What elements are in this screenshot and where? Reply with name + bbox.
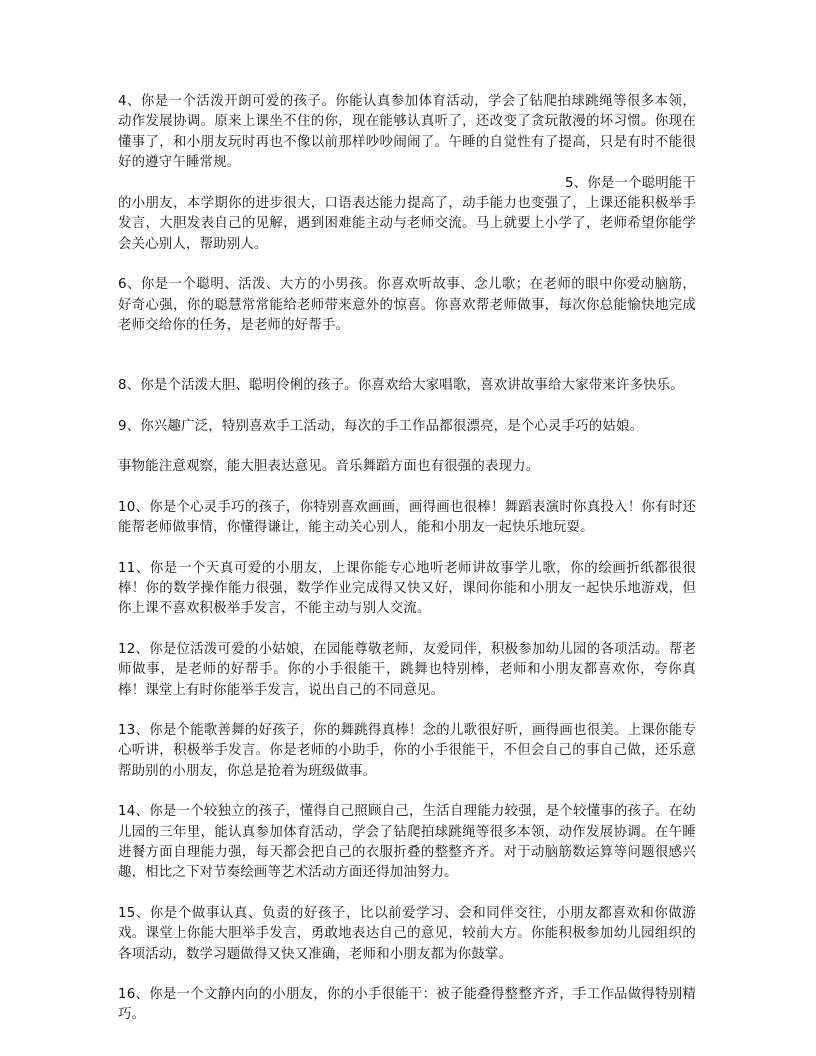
paragraph-10: 10、你是个心灵手巧的孩子，你特别喜欢画画，画得画也很棒！舞蹈表演时你真投入！你有时还能帮老师做事情，你懂得谦让，能主动关心别人，能和小朋友一起快乐地玩耍。 bbox=[118, 499, 696, 536]
paragraph-12: 12、你是位活泼可爱的小姑娘，在园能尊敬老师，友爱同伴，积极参加幼儿园的各项活动。帮老师做事，是老师的好帮手。你的小手很能干，跳舞也特别棒，老师和小朋友都喜欢你，夸你真棒！课堂上有时你能举手发言，说出自己的不同意见。 bbox=[118, 641, 696, 698]
paragraph-15: 15、你是个做事认真、负责的好孩子，比以前爱学习、会和同伴交往，小朋友都喜欢和你做游戏。课堂上你能大胆举手发言，勇敢地表达自己的意见，较前大方。你能积极参加幼儿园组织的各项活动，数学习题做得又快又准确，老师和小朋友都为你鼓掌。 bbox=[118, 905, 696, 962]
paragraph-4: 4、你是一个活泼开朗可爱的孩子。你能认真参加体育活动，学会了钻爬拍球跳绳等很多本领，动作发展协调。原来上课坐不住的你，现在能够认真听了，还改变了贪玩散漫的坏习惯。你现在懂事了，和小朋友玩时再也不像以前那样吵吵闹闹了。午睡的自觉性有了提高，只是有时不能很好的遵守午睡常规。 bbox=[118, 94, 696, 171]
paragraph-observation: 事物能注意观察，能大胆表达意见。音乐舞蹈方面也有很强的表现力。 bbox=[118, 459, 540, 475]
paragraph-14: 14、你是一个较独立的孩子，懂得自己照顾自己，生活自理能力较强，是个较懂事的孩子。在幼儿园的三年里，能认真参加体育活动，学会了钻爬拍球跳绳等很多本领，动作发展协调。在午睡进餐方面自理能力强，每天都会把自己的衣服折叠的整整齐齐。对于动脑筋数运算等问题很感兴趣，相比之下对节奏绘画等艺术活动方面还得加油努力。 bbox=[118, 804, 696, 881]
paragraph-6: 6、你是一个聪明、活泼、大方的小男孩。你喜欢听故事、念儿歌；在老师的眼中你爱动脑筋，好奇心强，你的聪慧常常能给老师带来意外的惊喜。你喜欢帮老师做事，每次你总能愉快地完成老师交给你的任务，是老师的好帮手。 bbox=[118, 277, 696, 334]
paragraph-9: 9、你兴趣广泛，特别喜欢手工活动，每次的手工作品都很漂亮，是个心灵手巧的姑娘。 bbox=[118, 418, 644, 434]
paragraph-5: 的小朋友，本学期你的进步很大，口语表达能力提高了，动手能力也变强了，上课还能积极举手发言，大胆发表自己的见解，遇到困难能主动与老师交流。马上就要上小学了，老师希望你能学会关心别人，帮助别人。 bbox=[118, 196, 696, 252]
paragraph-5-start: 5、你是一个聪明能干 bbox=[564, 175, 696, 191]
paragraph-16: 16、你是一个文静内向的小朋友，你的小手很能干：被子能叠得整整齐齐，手工作品做得特别精巧。 bbox=[118, 987, 696, 1023]
paragraph-13: 13、你是个能歌善舞的好孩子，你的舞跳得真棒！念的儿歌很好听，画得画也很美。上课你能专心听讲，积极举手发言。你是老师的小助手，你的小手很能干，不但会自己的事自己做，还乐意帮助别的小朋友，你总是抢着为班级做事。 bbox=[118, 722, 696, 779]
paragraph-11: 11、你是一个天真可爱的小朋友，上课你能专心地听老师讲故事学儿歌，你的绘画折纸都很很棒！你的数学操作能力很强，数学作业完成得又快又好，课间你能和小朋友一起快乐地游戏，但你上课不喜欢积极举手发言，不能主动与别人交流。 bbox=[118, 560, 696, 617]
paragraph-8: 8、你是个活泼大胆、聪明伶俐的孩子。你喜欢给大家唱歌，喜欢讲故事给大家带来许多快乐。 bbox=[118, 378, 684, 394]
document-body bbox=[118, 92, 696, 1026]
